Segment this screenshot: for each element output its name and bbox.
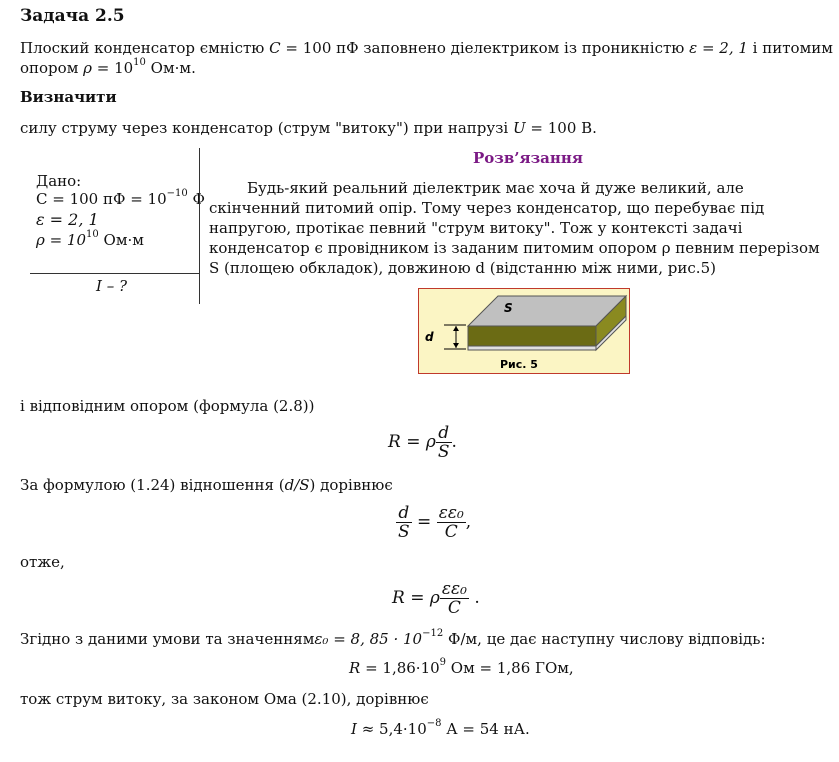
- formula-r-frac: [436, 424, 452, 461]
- formula-ratio: [396, 504, 471, 541]
- formula-r-end: .: [451, 432, 457, 452]
- plate-bottom: [468, 346, 596, 350]
- r-value-unit: Ом = 1,86 ГОм,: [446, 659, 574, 677]
- data-eps0-exp: −12: [422, 628, 444, 639]
- i-value-unit: А = 54 нА.: [441, 720, 530, 738]
- formula-final-lhs: R = ρ: [392, 588, 440, 608]
- formula-ratio-num1: d: [396, 504, 412, 523]
- statement-rho: ρ: [83, 59, 92, 77]
- given-rho-unit: Ом·м: [98, 231, 144, 249]
- formula-resistance: [388, 424, 457, 461]
- given-resistivity: [36, 231, 144, 249]
- formula-ratio-den1: S: [398, 522, 410, 542]
- formula-final-num: εε₀: [441, 579, 467, 599]
- formula-final-den: C: [447, 598, 461, 618]
- i-value-var: I: [351, 720, 357, 738]
- define-part: = 100 В.: [525, 119, 597, 137]
- define-var-u: U: [512, 119, 526, 137]
- formula-r-lhs: R = ρ: [388, 432, 436, 452]
- data-part: Ф/м, це дає наступну числову відповідь:: [443, 630, 766, 648]
- formula-ratio-frac1: [396, 504, 412, 541]
- formula-ratio-num2: εε₀: [438, 503, 464, 523]
- given-rho-text: ρ = 10: [36, 231, 87, 249]
- figure-label-d: d: [425, 330, 434, 344]
- formula-ratio-eq: =: [411, 512, 437, 532]
- formula-r-den: S: [437, 442, 450, 462]
- r-value: [349, 658, 574, 681]
- task-statement-line1: [20, 38, 833, 58]
- statement-text: Плоский конденсатор ємністю: [20, 39, 270, 57]
- formula-final-frac: [440, 580, 469, 617]
- ratio-text: [20, 475, 393, 495]
- given-divider: [30, 273, 200, 274]
- task-title: Задача 2.5: [20, 6, 125, 26]
- i-value-num: ≈ 5,4·10: [356, 720, 427, 738]
- figure-label-s: S: [504, 301, 513, 315]
- statement-var-c: C: [269, 39, 281, 57]
- given-c-unit: Ф: [187, 190, 205, 208]
- solution-title: Розв’язання: [473, 149, 583, 167]
- formula-final-r: [392, 580, 480, 617]
- statement-text: = 100 пФ заповнено діелектриком із проникністю: [280, 39, 690, 57]
- data-part: Згідно з даними умови та значенням: [20, 630, 315, 648]
- statement-text: і питомим: [747, 39, 833, 57]
- formula-r-num: d: [436, 424, 452, 443]
- r-value-var: R: [349, 659, 361, 677]
- ratio-part: За формулою (1.24) відношення (: [20, 476, 285, 494]
- statement-text: = 10: [91, 59, 134, 77]
- define-text: [20, 118, 597, 138]
- formula-final-end: .: [468, 588, 480, 608]
- formula-ratio-frac2: [437, 504, 466, 541]
- i-value-exp: −8: [426, 718, 442, 729]
- i-value: [351, 719, 530, 742]
- solution-paragraph: Будь-який реальний діелектрик має хоча й дуже великий, але скінченний питомий опір. Тому через конденсатор, що перебуває під напругою, протікає певний "струм витоку". Тож у контексті задачі конденсатор є провідником із заданим питомим опором ρ певним перерізом S (площею обкладок), довжиною d (відстанню між ними, рис.5): [209, 179, 820, 277]
- formula-ratio-end: ,: [465, 512, 472, 532]
- given-c-exp: −10: [166, 188, 188, 199]
- given-rho-exp: 10: [86, 229, 99, 240]
- current-text: тож струм витоку, за законом Ома (2.10), дорівнює: [20, 690, 429, 708]
- given-label: Дано:: [36, 172, 82, 190]
- given-c-text: C = 100 пФ = 10: [36, 190, 167, 208]
- given-find: I – ?: [96, 277, 128, 295]
- r-value-exp: 9: [439, 657, 447, 668]
- r-value-num: = 1,86·10: [360, 659, 440, 677]
- figure-caption: Рис. 5: [500, 358, 538, 371]
- given-permittivity: ε = 2, 1: [36, 210, 99, 229]
- statement-text: опором: [20, 59, 84, 77]
- ratio-ds: d/S: [284, 476, 310, 494]
- define-part: силу струму через конденсатор (струм "витоку") при напрузі: [20, 119, 513, 137]
- task-statement-line2: [20, 58, 196, 81]
- data-text: [20, 629, 766, 652]
- statement-text: Ом·м.: [145, 59, 196, 77]
- data-eps0: ε₀ = 8, 85 · 10: [314, 630, 423, 648]
- formula-ratio-den2: C: [444, 522, 458, 542]
- given-vertical-line: [199, 148, 200, 304]
- so-text: отже,: [20, 553, 65, 571]
- statement-eps: ε = 2, 1: [689, 39, 748, 57]
- dielectric-layer: [468, 326, 596, 346]
- figure-5: [418, 288, 630, 374]
- capacitor-figure: [418, 288, 630, 374]
- ratio-part: ) дорівнює: [309, 476, 393, 494]
- resistance-text: і відповідним опором (формула (2.8)): [20, 397, 315, 415]
- statement-rho-exp: 10: [133, 57, 146, 68]
- define-heading: Визначити: [20, 88, 117, 106]
- given-capacitance: [36, 190, 205, 208]
